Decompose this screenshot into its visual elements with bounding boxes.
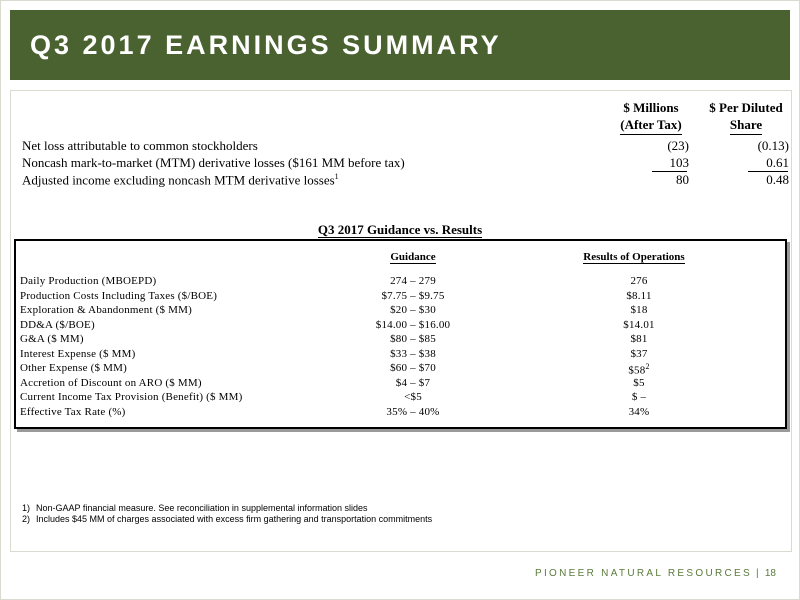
guidance-title [0,222,800,238]
row-result: $81 [630,333,648,345]
header-millions [610,99,692,135]
page-number: 18 [764,568,776,579]
row-item: G&A ($ MM) [20,333,84,345]
summary-row [22,155,792,172]
guidance-table [14,239,787,429]
summary-label [22,172,339,188]
col-guidance-text: Guidance [390,251,436,263]
footnote-number: 2) [22,514,31,524]
page-title: Q3 2017 EARNINGS SUMMARY [30,30,502,60]
row-guidance: $33 – $38 [390,347,436,360]
row-result [574,362,704,377]
col-results-text: Results of Operations [583,251,685,263]
row-item: DD&A ($/BOE) [20,318,95,331]
footnote-text: Non-GAAP financial measure. See reconciliation in supplemental information slides [36,503,368,513]
table-row [20,362,780,376]
row-guidance: $14.00 – $16.00 [375,318,451,331]
summary-per-share: (0.13) [757,138,789,153]
row-item: Effective Tax Rate (%) [20,405,126,418]
header-per-share-line2: Share [730,116,762,135]
table-row [20,377,780,391]
row-result: $14.01 [623,318,655,331]
row-result: $5 [633,376,645,389]
header-millions-line1: $ Millions [623,100,679,115]
row-result: 276 [630,275,648,287]
row-guidance: $4 – $7 [395,376,431,389]
row-item: Daily Production (MBOEPD) [20,275,157,287]
summary-per-share: 0.61 [766,155,789,170]
summary-label: Net loss attributable to common stockholders [22,138,258,153]
header-per-share-line1: $ Per Diluted [709,100,783,115]
row-item: Production Costs Including Taxes ($/BOE) [20,289,218,302]
table-row [20,406,780,420]
row-guidance: 35% – 40% [386,405,440,418]
row-result: $8.11 [626,289,652,302]
company-name: PIONEER NATURAL RESOURCES [534,568,752,579]
row-guidance: $60 – $70 [390,362,436,374]
row-result: $ – [631,391,647,403]
row-result: $37 [630,347,648,360]
table-row [20,275,780,289]
row-result: $18 [630,304,648,316]
summary-millions: 80 [676,172,689,187]
summary-label-text: Adjusted income excluding noncash MTM derivative losses [22,172,335,188]
footnote-text: Includes $45 MM of charges associated with excess firm gathering and transportation commitments [36,514,433,524]
table-row [20,348,780,362]
footnote-ref: 1 [334,172,339,181]
row-guidance: $20 – $30 [390,304,436,316]
title-banner [10,10,790,80]
footnote-ref: 2 [645,362,650,371]
table-row [20,304,780,318]
footnote [22,503,368,513]
summary-row [22,138,792,155]
footnote [22,514,432,524]
row-guidance: <$5 [404,391,422,403]
guidance-title-text: Q3 2017 Guidance vs. Results [317,222,483,237]
row-guidance: 274 – 279 [390,275,436,287]
row-item: Other Expense ($ MM) [20,362,127,374]
header-millions-line2: (After Tax) [620,116,682,135]
header-per-share [700,99,792,135]
col-results-header [559,251,709,263]
summary-per-share: 0.48 [766,172,789,187]
col-guidance-header [338,251,488,263]
footer-separator: | [755,568,761,579]
row-result: 34% [628,405,650,418]
table-row [20,319,780,333]
summary-row [22,172,792,189]
table-row [20,391,780,405]
row-guidance: $80 – $85 [390,333,436,345]
summary-millions: (23) [667,138,689,153]
row-guidance: $7.75 – $9.75 [381,289,445,302]
row-item: Current Income Tax Provision (Benefit) ($ MM) [20,391,243,403]
row-item: Exploration & Abandonment ($ MM) [20,304,192,316]
summary-label: Noncash mark-to-market (MTM) derivative losses ($161 MM before tax) [22,155,405,170]
row-item: Accretion of Discount on ARO ($ MM) [20,376,202,389]
summary-millions: 103 [669,155,689,170]
row-result-text: $58 [628,364,646,377]
table-row [20,333,780,347]
footer [535,568,776,579]
row-item: Interest Expense ($ MM) [20,347,136,360]
footnote-number: 1) [22,503,31,513]
table-row [20,290,780,304]
